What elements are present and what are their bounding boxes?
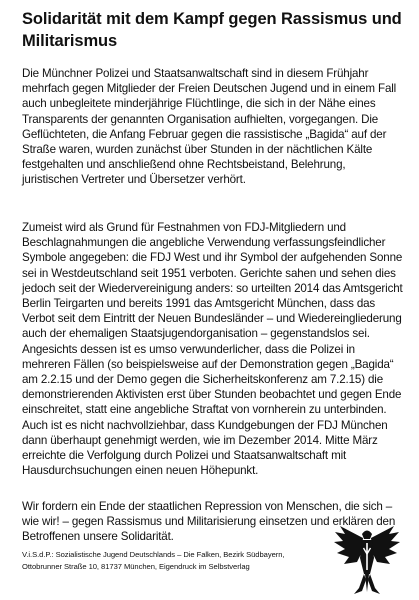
document-title: Solidarität mit dem Kampf gegen Rassismus und Militarismus xyxy=(22,10,402,50)
paragraph-police-actions: Die Münchner Polizei und Staatsanwaltschaft sind in diesem Frühjahr mehrfach gegen Mitglieder der Freien Deutschen Jugend und in einem Fall auch unbegleitete minderjährige Flüchtlinge, die sich in der Nähe eines Transparents der genannten Organisation aufhielten, vorgegangen. Die Geflüchteten, die Anfang Februar gegen die rassistische „Bagida“ auf der Straße waren, wurden zunächst über Stunden in der nächtlichen Kälte festgehalten und anschließend ohne Rechtsbeistand, Belehrung, juristischen Vertreter und Übersetzer verhört. xyxy=(22,67,397,187)
paragraph-solidarity-demand: Wir fordern ein Ende der staatlichen Repression von Menschen, die sich – wie wir! – gegen Rassismus und Militarisierung einsetzen und erklären den Betroffenen unsere Solidarität. xyxy=(22,500,396,544)
falcon-logo-icon xyxy=(332,524,402,596)
imprint xyxy=(22,549,342,573)
paragraph-fdj-symbols: Zumeist wird als Grund für Festnahmen von FDJ-Mitgliedern und Beschlagnahmungen die angebliche Verwendung verfassungsfeindlicher Symbole angegeben: die FDJ West und ihr Symbol der aufgehenden Sonne sei in Westdeutschland seit 1951 verboten. Gerichte sahen und sehen dies jedoch seit der Wiedervereinigung anders: so urteilten 2014 das Amtsgericht Berlin Teirgarten und bereits 1991 das Amtsgericht München, dass das Verbot seit dem Eintritt der Neuen Bundesländer – und Wiedereingliederung auch der ehemaligen Staatsjugendorganisation – gegenstandslos sei. Angesichts dessen ist es umso verwunderlicher, dass die Polizei in mehreren Fällen (so beispielsweise auf der Demonstration gegen „Bagida“ am 2.2.15 und der Demo gegen die Sicherheitskonferenz am 7.2.15) die demonstrierenden Aktivisten erst über Stunden beobachtet und gegen Ende einschreitet, statt eine angebliche Straftat von vornherein zu unterbinden. Auch ist es nicht nachvollziehbar, dass Kundgebungen der FDJ München dann überhaupt genehmigt werden, wie im Dezember 2014. Mitte März erreichte die Verfolgung durch Polizei und Staatsanwaltschaft mit Hausdurchsuchungen einen neuen Höhepunkt. xyxy=(22,221,403,478)
imprint-line-publisher: V.i.S.d.P.: Sozialistische Jugend Deutschlands – Die Falken, Bezirk Südbayern, xyxy=(22,550,285,559)
imprint-line-address: Ottobrunner Straße 10, 81737 München, Eigendruck im Selbstverlag xyxy=(22,562,250,571)
